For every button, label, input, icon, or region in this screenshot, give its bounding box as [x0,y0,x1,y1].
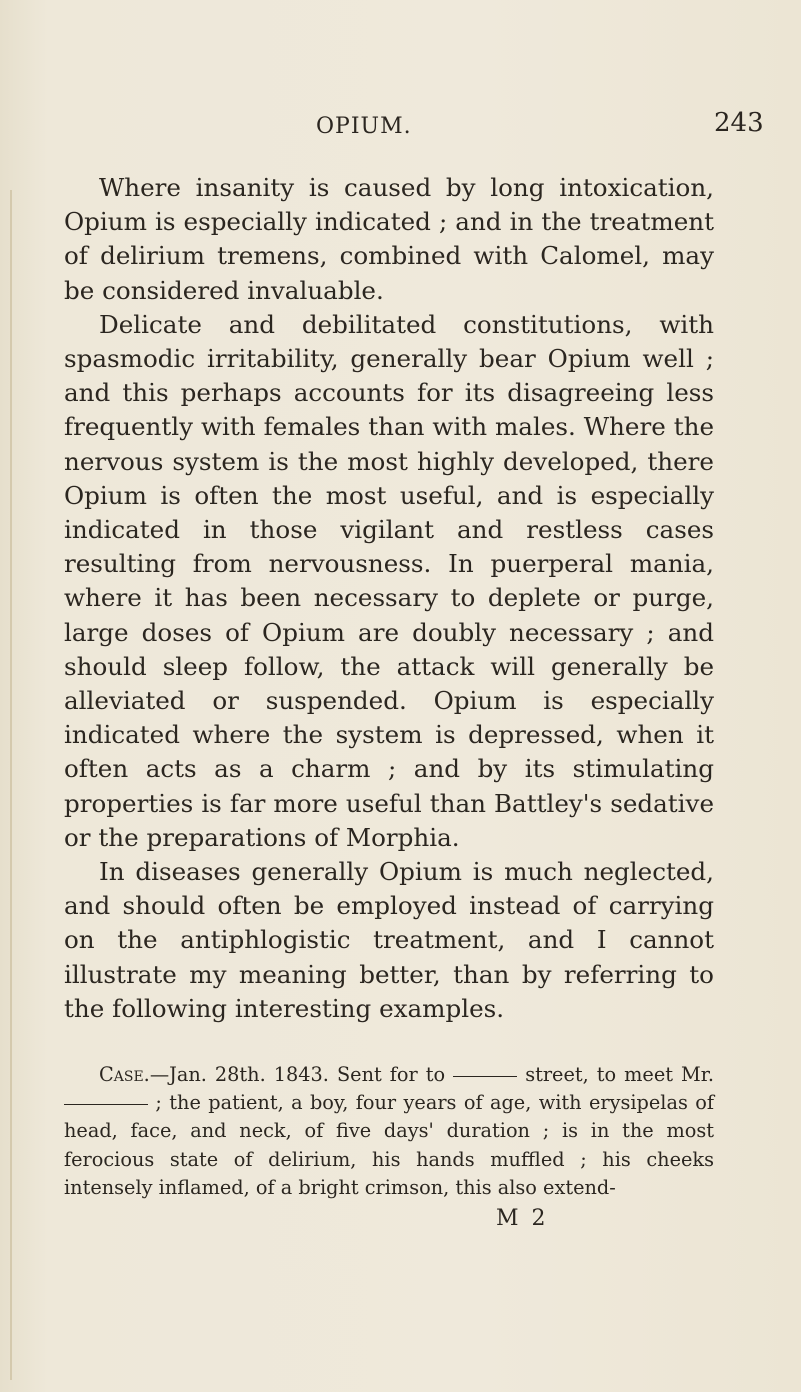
page-header [0,104,801,144]
case-label: Case. [99,1063,150,1086]
person-name-blank [64,1104,148,1105]
case-report [64,1061,714,1202]
case-text-part: ; the patient, a boy, four years of age, with erysipelas of head, face, and neck, of five days' duration ; is in the most ferocious state of delirium, his hands muffled ; his cheeks intensely inflamed, of a bright crimson, this also extend- [64,1091,714,1199]
paragraph: Where insanity is caused by long intoxication, Opium is especially indicated ; and in the treatment of delirium tremens, combined with Calomel, may be considered invaluable. [64,173,714,305]
signature-mark: M 2 [496,1206,549,1231]
street-name-blank [453,1076,517,1077]
page-number: 243 [714,108,764,138]
page-edge-shadow [10,190,12,1380]
paragraph: Delicate and debilitated constitutions, with spasmodic irritability, generally bear Opium well ; and this perhaps accounts for its disagreeing less frequently with females than with males. Where the nervous system is the most highly developed, there Opium is often the most useful, and is especially indicated in those vigilant and restless cases resulting from nervousness. In puerperal mania, where it has been necessary to deplete or purge, large doses of Opium are doubly necessary ; and should sleep follow, the attack will generally be alleviated or suspended. Opium is especially indicated where the system is depressed, when it often acts as a charm ; and by its stimulating properties is far more useful than Battley's sedative or the preparations of Morphia. [64,309,714,852]
case-text-part: street, to meet Mr. [525,1063,714,1086]
main-text [64,171,714,1026]
paragraph: In diseases generally Opium is much neglected, and should often be employed instead of carrying on the antiphlogistic treatment, and I cannot illustrate my meaning better, than by referring to the following interesting examples. [64,857,714,1023]
running-title: OPIUM. [316,114,412,139]
case-text-part: —Jan. 28th. 1843. Sent for to [149,1063,446,1086]
case-paragraph [64,1061,714,1202]
